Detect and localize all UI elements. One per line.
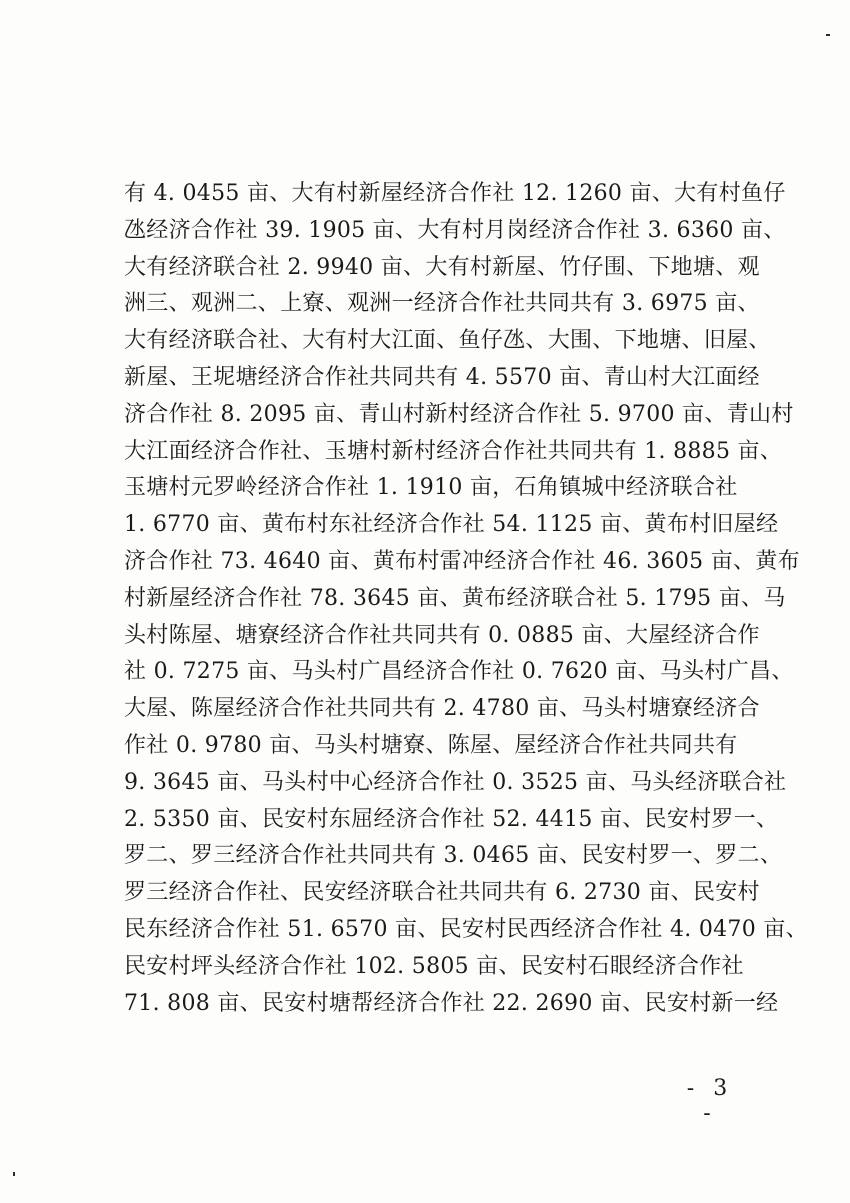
text-line: 罗二、罗三经济合作社共同共有 3. 0465 亩、民安村罗一、罗二、 [124,843,783,869]
text-line: 大有经济联合社、大有村大江面、鱼仔氹、大围、下地塘、旧屋、 [124,328,771,354]
text-line: 2. 5350 亩、民安村东屈经济合作社 52. 4415 亩、民安村罗一、 [124,806,779,832]
text-line: 罗三经济合作社、民安经济联合社共同共有 6. 2730 亩、民安村 [124,880,760,906]
text-line: 71. 808 亩、民安村塘帮经济合作社 22. 2690 亩、民安村新一经 [124,990,779,1016]
text-line: 9. 3645 亩、马头村中心经济合作社 0. 3525 亩、马头经济联合社 [124,769,787,795]
text-line: 氹经济合作社 39. 1905 亩、大有村月岗经济合作社 3. 6360 亩、 [124,217,786,243]
text-line: 济合作社 8. 2095 亩、青山村新村经济合作社 5. 9700 亩、青山村 [124,401,794,427]
scan-mark [826,34,830,36]
text-line: 作社 0. 9780 亩、马头村塘寮、陈屋、屋经济合作社共同共有 [124,732,738,758]
body-text [124,176,808,1022]
text-line: 济合作社 73. 4640 亩、黄布村雷冲经济合作社 46. 3605 亩、黄布 [124,548,800,574]
text-line: 1. 6770 亩、黄布村东社经济合作社 54. 1125 亩、黄布村旧屋经 [124,512,779,538]
text-line: 社 0. 7275 亩、马头村广昌经济合作社 0. 7620 亩、马头村广昌、 [124,659,794,685]
text-line: 洲三、观洲二、上寮、观洲一经济合作社共同共有 3. 6975 亩、 [124,291,760,317]
text-line: 大江面经济合作社、玉塘村新村经济合作社共同共有 1. 8885 亩、 [124,438,783,464]
text-line: 大有经济联合社 2. 9940 亩、大有村新屋、竹仔围、下地塘、观 [124,254,760,280]
text-line: 头村陈屋、塘寮经济合作社共同共有 0. 0885 亩、大屋经济合作 [124,622,760,648]
text-line: 新屋、王坭塘经济合作社共同共有 4. 5570 亩、青山村大江面经 [124,364,760,390]
text-line: 民安村坪头经济合作社 102. 5805 亩、民安村石眼经济合作社 [124,953,744,979]
text-line: 玉塘村元罗岭经济合作社 1. 1910 亩，石角镇城中经济联合社 [124,475,738,501]
text-line: 村新屋经济合作社 78. 3645 亩、黄布经济联合社 5. 1795 亩、马 [124,585,786,611]
text-line: 民东经济合作社 51. 6570 亩、民安村民西经济合作社 4. 0470 亩、 [124,916,808,942]
text-line: 有 4. 0455 亩、大有村新屋经济合作社 12. 1260 亩、大有村鱼仔 [124,181,786,206]
text-line: 大屋、陈屋经济合作社共同共有 2. 4780 亩、马头村塘寮经济合 [124,696,760,722]
page-number: - 3 - [686,1076,734,1126]
scan-mark [13,1172,15,1176]
